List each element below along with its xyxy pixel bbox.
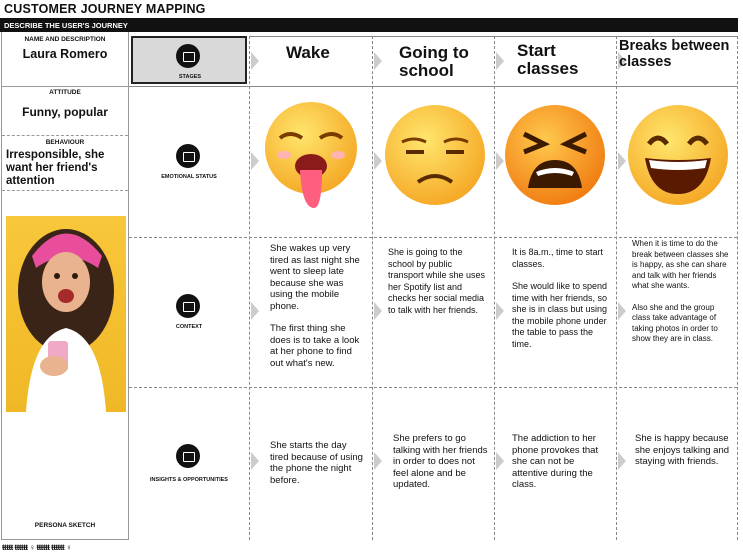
insight-start-classes: The addiction to her phone provokes that she can not be attentive during the class. — [512, 433, 599, 490]
insight-breaks: She is happy because she enjoys talking and staying with friends. — [635, 433, 730, 467]
stage-title-wake: Wake — [286, 43, 330, 62]
context-label: CONTEXT — [175, 324, 203, 330]
context-school-p1: She is going to the school by public transport while she uses her Spotify list and checks her social media to talk with her friends. — [388, 247, 486, 315]
tired-face-icon — [502, 102, 608, 208]
stages-label: STAGES — [178, 74, 202, 80]
stage-title-start-classes: Start classes — [517, 41, 579, 78]
stages-row-header — [131, 36, 247, 84]
sketch-label — [2, 522, 128, 529]
name-label: NAME AND DESCRIPTION — [24, 36, 106, 43]
footer-icons: ŧŧŧŧŧ ŧŧŧŧŧŧ ♀ ŧŧŧŧŧŧ ŧŧŧŧŧŧ ♀ — [2, 543, 72, 552]
name-section — [2, 36, 128, 61]
context-going-to-school — [388, 247, 488, 327]
insight-going-to-school: She prefers to go talking with her friends in order to does not feel alone and be updated. — [393, 433, 488, 490]
persona-photo — [6, 216, 126, 412]
page-title: CUSTOMER JOURNEY MAPPING — [4, 2, 206, 16]
context-start-classes — [512, 247, 612, 361]
stages-icon — [176, 44, 200, 68]
grinning-face-icon — [625, 102, 731, 208]
context-classes-p2: She would like to spend time with her friends, so she is in class but using the mobile phone under the table to pass the time. — [512, 281, 608, 349]
attitude-label: ATTITUDE — [49, 89, 81, 96]
context-wake-p1: She wakes up very tired as last night she went to sleep late because she was using the mobile phone. — [270, 243, 360, 312]
behaviour-label: BEHAVIOUR — [45, 139, 85, 146]
emotional-status-label: EMOTIONAL STATUS — [161, 174, 217, 180]
persona-name: Laura Romero — [22, 47, 108, 61]
context-breaks — [632, 239, 732, 356]
attitude-section — [2, 89, 128, 119]
persona-sketch-label: PERSONA SKETCH — [34, 522, 96, 529]
persona-attitude: Funny, popular — [22, 105, 108, 119]
persona-behaviour: Irresponsible, she want her friend's attention — [6, 149, 105, 187]
insight-wake: She starts the day tired because of using the phone the night before. — [270, 440, 363, 486]
context-classes-p1: It is 8a.m., time to start classes. — [512, 247, 604, 269]
journey-grid — [129, 32, 738, 540]
section-bar: DESCRIBE THE USER'S JOURNEY — [0, 18, 738, 32]
insights-icon — [176, 444, 200, 468]
exhausted-face-icon — [262, 100, 360, 212]
behaviour-section — [2, 139, 128, 188]
insights-label: INSIGHTS & OPPORTUNITIES — [150, 477, 228, 483]
unamused-face-icon — [382, 102, 488, 208]
context-breaks-p2: Also she and the group class take advantage of taking photos in order to show they are in class. — [632, 302, 718, 343]
context-wake — [270, 243, 365, 380]
context-breaks-p1: When it is time to do the break between classes she is happy, as she can share and talk with her friends what she wants. — [632, 239, 729, 290]
stage-title-breaks: Breaks between classes — [619, 38, 730, 70]
context-icon — [176, 294, 200, 318]
stage-title-going-to-school: Going to school — [399, 43, 469, 80]
context-wake-p2: The first thing she does is to take a look at her phone to find out what's new. — [270, 323, 360, 369]
emotion-icon — [176, 144, 200, 168]
persona-column — [1, 32, 129, 540]
